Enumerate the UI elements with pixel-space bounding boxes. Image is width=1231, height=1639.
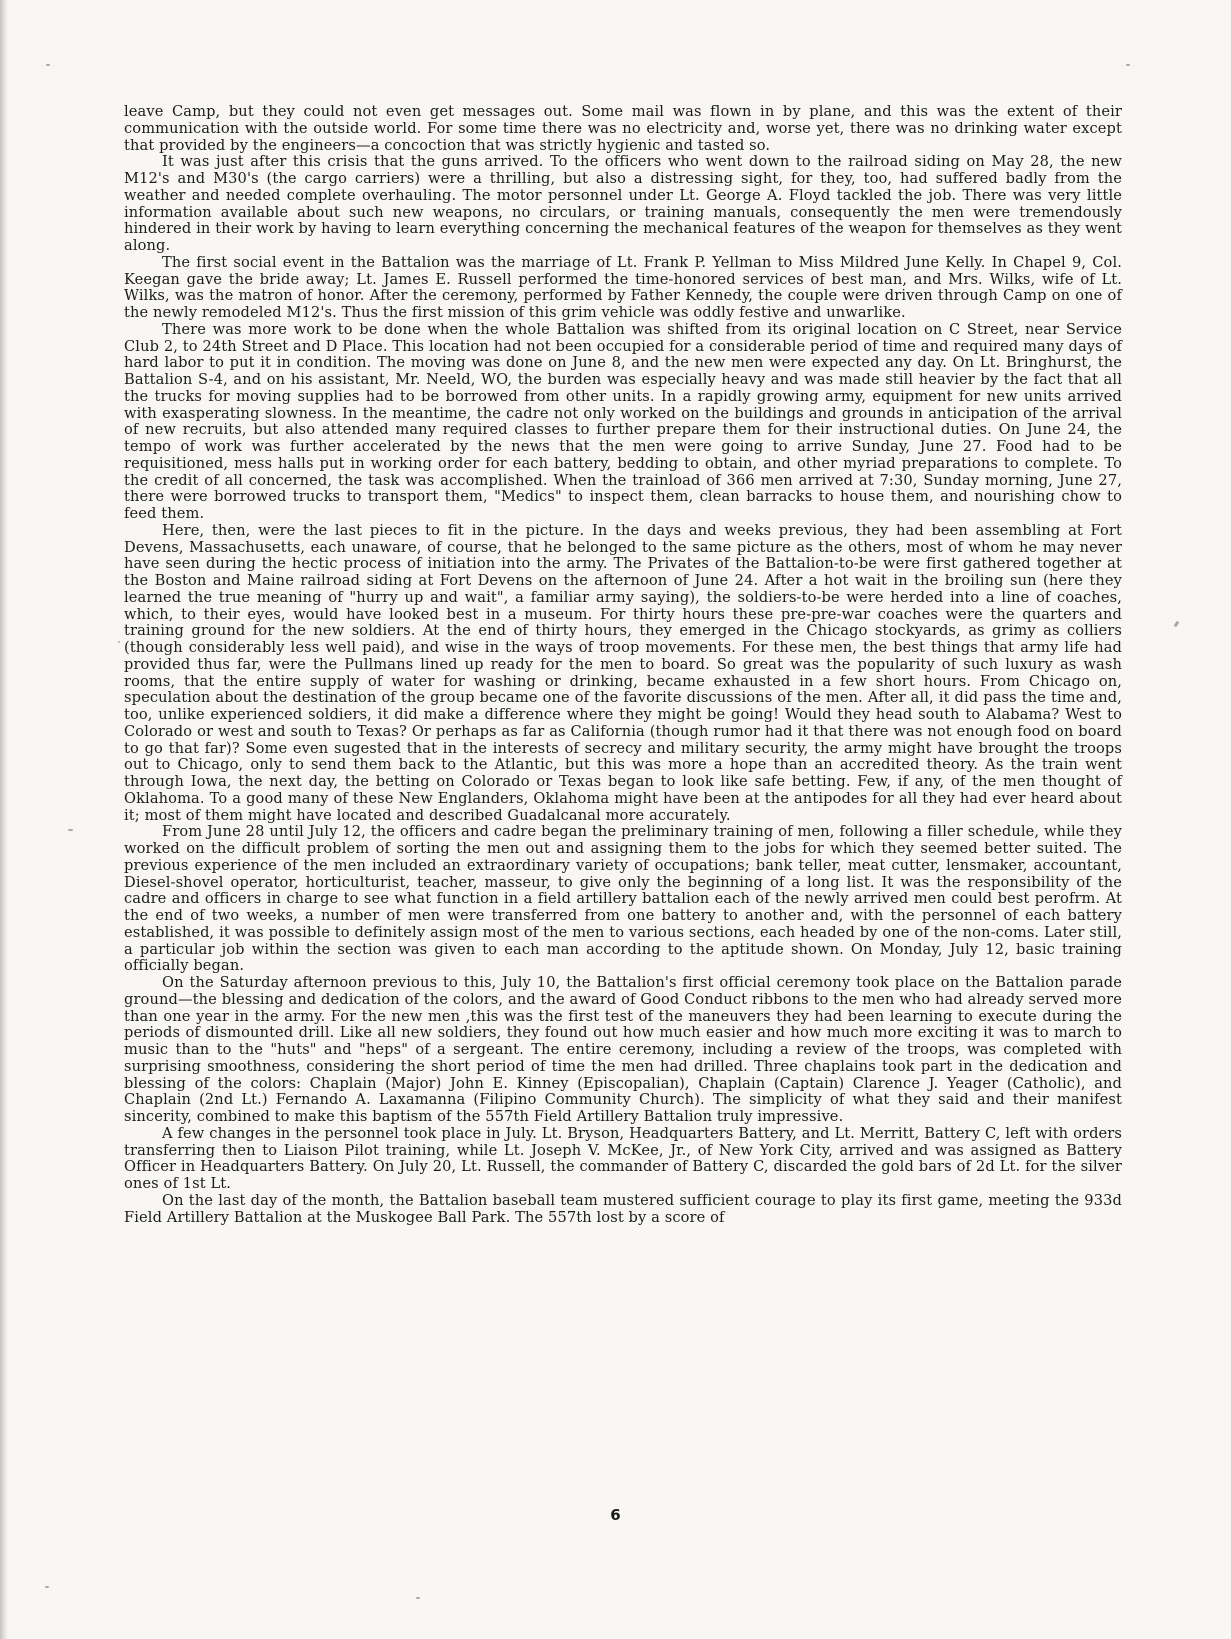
binding-edge	[0, 0, 8, 1639]
paragraph-9: On the last day of the month, the Battalion baseball team mustered sufficient courage to play its first game, meeting the 933d Field Artillery Battalion at the Muskogee Ball Park. The 557th lost by a score of	[124, 1191, 1122, 1226]
paragraph-3: The first social event in the Battalion was the marriage of Lt. Frank P. Yellman to Miss Mildred June Kelly. In Chapel 9, Col. Keegan gave the bride away; Lt. James E. Russell performed the time-honored services of best man, and Mrs. Wilks, wife of Lt. Wilks, was the matron of honor. After the ceremony, performed by Father Kennedy, the couple were driven through Camp on one of the newly remodeled M12's. Thus the first mission of this grim vehicle was oddly festive and unwarlike.	[124, 253, 1122, 321]
paragraph-5: Here, then, were the last pieces to fit in the picture. In the days and weeks previous, they had been assembling at Fort Devens, Massachusetts, each unaware, of course, that he belonged to the same picture as the others, most of whom he may never have seen during the hectic process of initiation into the army. The Privates of the Battalion-to-be were first gathered together at the Boston and Maine railroad siding at Fort Devens on the afternoon of June 24. After a hot wait in the broiling sun (here they learned the true meaning of "hurry up and wait", a familiar army saying), the soldiers-to-be were herded into a line of coaches, which, to their eyes, would have looked best in a museum. For thirty hours these pre-pre-war coaches were the quarters and training ground for the new soldiers. At the end of thirty hours, they emerged in the Chicago stockyards, as grimy as colliers (though considerably less well paid), and wise in the ways of troop movements. For these men, the best things that army life had provided thus far, were the Pullmans lined up ready for the men to board. So great was the popularity of such luxury as wash rooms, that the entire supply of water for washing or drinking, became exhausted in a few short hours. From Chicago on, speculation about the destination of the group became one of the favorite discussions of the men. After all, it did pass the time and, too, unlike experienced soldiers, it did make a difference where they might be going! Would they head south to Alabama? West to Colorado or west and south to Texas? Or perhaps as far as California (though rumor had it that there was not enough food on board to go that far)? Some even sugested that in the interests of secrecy and military security, the army might have brought the troops out to Chicago, only to send them back to the Atlantic, but this was more a hope than an accredited theory. As the train went through Iowa, the next day, the betting on Colorado or Texas began to look like safe betting. Few, if any, of the men thought of Oklahoma. To a good many of these New Englanders, Oklahoma might have been at the antipodes for all they had ever heard about it; most of them might have located and described Guadalcanal more accurately.	[124, 521, 1122, 824]
paragraph-2: It was just after this crisis that the guns arrived. To the officers who went down to the railroad siding on May 28, the new M12's and M30's (the cargo carriers) were a thrilling, but also a distressing sight, for they, too, had suffered badly from the weather and needed complete overhauling. The motor personnel under Lt. George A. Floyd tackled the job. There was very little information available about such new weapons, no circulars, or training manuals, consequently the men were tremendously hindered in their work by having to learn everything concerning the mechanical features of the weapon for themselves as they went along.	[124, 153, 1122, 254]
scan-speck	[416, 1597, 420, 1599]
scan-speck	[45, 1586, 49, 1588]
paragraph-6: From June 28 until July 12, the officers and cadre began the preliminary training of men, following a filler schedule, while they worked on the difficult problem of sorting the men out and assigning them to the jobs for which they seemed better suited. The previous experience of the men included an extraordinary variety of occupations; bank teller, meat cutter, lensmaker, accountant, Diesel-shovel operator, horticulturist, teacher, masseur, to give only the beginning of a long list. It was the responsibility of the cadre and officers in charge to see what function in a field artillery battalion each of the newly arrived men could best perofrm. At the end of two weeks, a number of men were transferred from one battery to another and, with the personnel of each battery established, it was possible to definitely assign most of the men to various sections, each headed by one of the non-coms. Later still, a particular job within the section was given to each man according to the aptitude shown. On Monday, July 12, basic training officially began.	[124, 823, 1122, 975]
scan-speck	[68, 829, 73, 831]
scan-speck	[1126, 64, 1130, 66]
scan-speck	[1174, 621, 1180, 628]
paragraph-4: There was more work to be done when the whole Battalion was shifted from its original location on C Street, near Service Club 2, to 24th Street and D Place. This location had not been occupied for a considerable period of time and required many days of hard labor to put it in condition. The moving was done on June 8, and the new men were expected any day. On Lt. Bringhurst, the Battalion S-4, and on his assistant, Mr. Neeld, WO, the burden was especially heavy and was made still heavier by the fact that all the trucks for moving supplies had to be borrowed from other units. In a rapidly growing army, equipment for new units arrived with exasperating slowness. In the meantime, the cadre not only worked on the buildings and grounds in anticipation of the arrival of new recruits, but also attended many required classes to further prepare them for their instructional duties. On June 24, the tempo of work was further accelerated by the news that the men were going to arrive Sunday, June 27. Food had to be requisitioned, mess halls put in working order for each battery, bedding to obtain, and other myriad preparations to complete. To the credit of all concerned, the task was accomplished. When the trainload of 366 men arrived at 7:30, Sunday morning, June 27, there were borrowed trucks to transport them, "Medics" to inspect them, clean barracks to house them, and nourishing chow to feed them.	[124, 320, 1122, 522]
paragraph-8: A few changes in the personnel took place in July. Lt. Bryson, Headquarters Battery, and Lt. Merritt, Battery C, left with orders transferring then to Liaison Pilot training, while Lt. Joseph V. McKee, Jr., of New York City, arrived and was assigned as Battery Officer in Headquarters Battery. On July 20, Lt. Russell, the commander of Battery C, discarded the gold bars of 2d Lt. for the silver ones of 1st Lt.	[124, 1124, 1122, 1192]
scan-speck	[46, 64, 50, 66]
body-text	[124, 104, 1122, 1226]
page-number: 6	[610, 1506, 621, 1524]
paragraph-1: leave Camp, but they could not even get messages out. Some mail was flown in by plane, and this was the extent of their communication with the outside world. For some time there was no electricity and, worse yet, there was no drinking water except that provided by the engineers—a concoction that was strictly hygienic and tasted so.	[124, 103, 1122, 154]
scan-speck	[118, 641, 120, 643]
paragraph-7: On the Saturday afternoon previous to this, July 10, the Battalion's first official ceremony took place on the Battalion parade ground—the blessing and dedication of the colors, and the award of Good Conduct ribbons to the men who had already served more than one year in the army. For the new men ,this was the first test of the maneuvers they had been learning to execute during the periods of dismounted drill. Like all new soldiers, they found out how much easier and how much more exciting it was to march to music than to the "huts" and "heps" of a sergeant. The entire ceremony, including a review of the troops, was completed with surprising smoothness, considering the short period of time the men had drilled. Three chaplains took part in the dedication and blessing of the colors: Chaplain (Major) John E. Kinney (Episcopalian), Chaplain (Captain) Clarence J. Yeager (Catholic), and Chaplain (2nd Lt.) Fernando A. Laxamanna (Filipino Community Church). The simplicity of what they said and their manifest sincerity, combined to make this baptism of the 557th Field Artillery Battalion truly impressive.	[124, 974, 1122, 1125]
